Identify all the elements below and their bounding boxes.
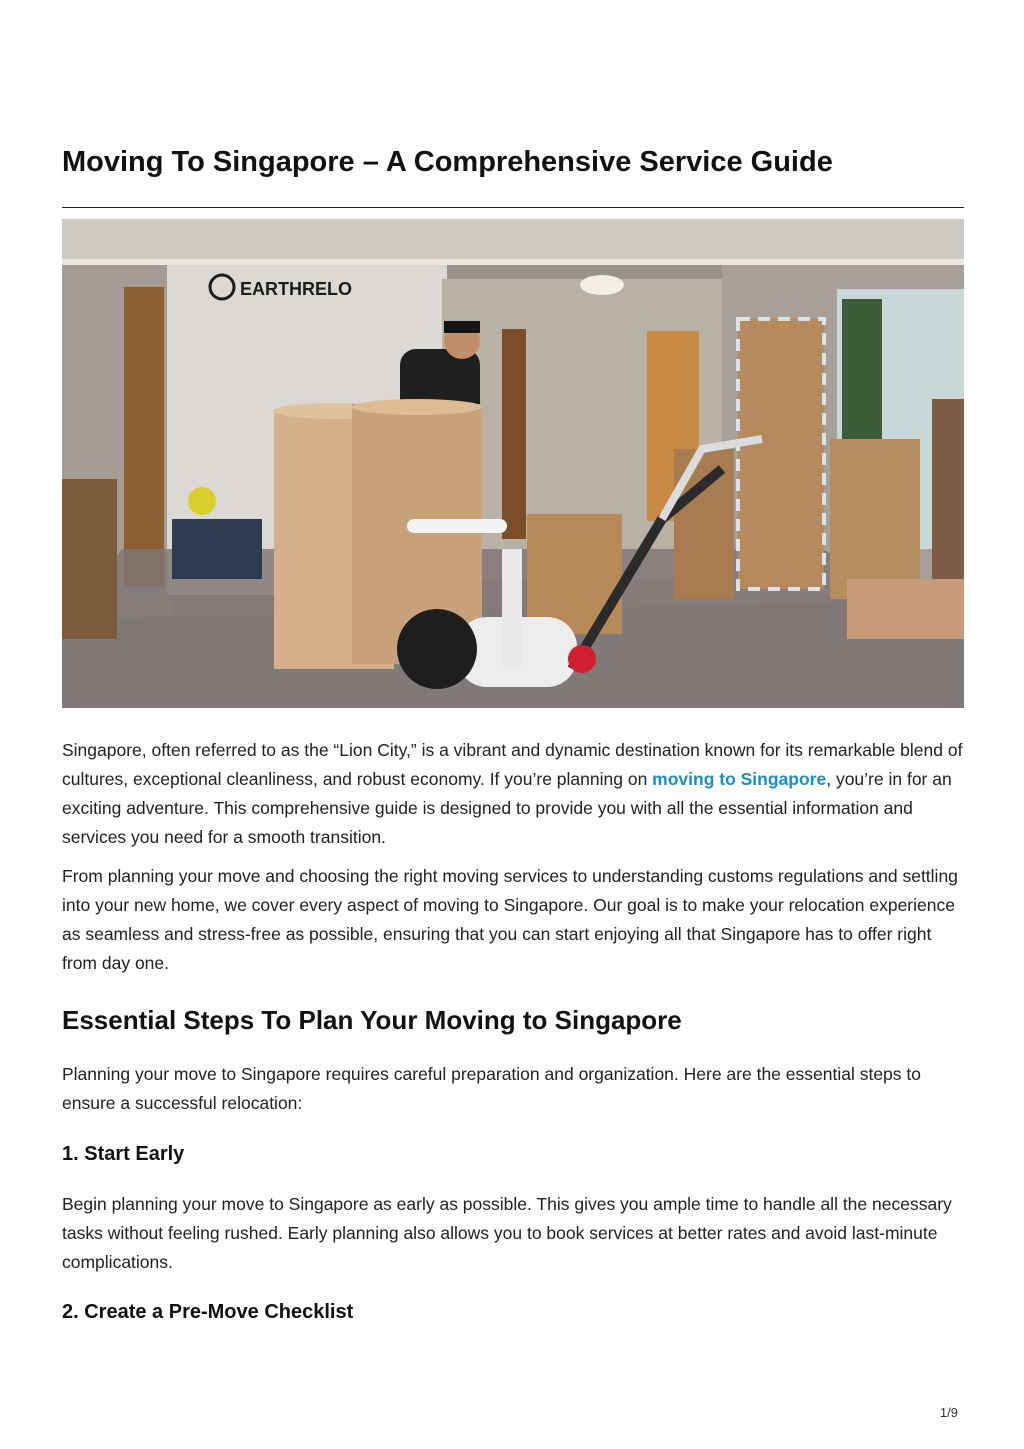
hero-image	[62, 219, 964, 708]
page-number: 1/9	[939, 1405, 958, 1420]
step-1-heading: 1. Start Early	[62, 1143, 185, 1165]
step-2-heading: 2. Create a Pre-Move Checklist	[62, 1301, 354, 1323]
moving-scene-illustration	[62, 219, 964, 708]
intro-paragraph-2: From planning your move and choosing the right moving services to understanding customs regulations and settling into your new home, we cover every aspect of moving to Singapore. Our goal is to make your relocation experience as seamless and stress-free as possible, ensuring that you can start enjoying all that Singapore has to offer right from day one.	[62, 866, 958, 973]
page-title: Moving To Singapore – A Comprehensive Service Guide	[62, 146, 833, 178]
title-divider	[62, 207, 964, 208]
moving-to-singapore-link[interactable]: moving to Singapore	[652, 769, 827, 789]
step-1-body: Begin planning your move to Singapore as early as possible. This gives you ample time to handle all the necessary tasks without feeling rushed. Early planning also allows you to book services at better rates and avoid last-minute complications.	[62, 1194, 952, 1272]
earthrelo-logo-text: EARTHRELO	[240, 279, 352, 299]
section-heading: Essential Steps To Plan Your Moving to Singapore	[62, 1005, 682, 1035]
intro-paragraph-1	[62, 736, 964, 852]
intro-p1-text-after: , you’re in for an exciting adventure. This comprehensive guide is designed to provide you with all the essential information and services you need for a smooth transition.	[62, 769, 952, 847]
section-intro: Planning your move to Singapore requires careful preparation and organization. Here are the essential steps to ensure a successful relocation:	[62, 1064, 921, 1113]
intro-p1-text-before: Singapore, often referred to as the “Lion City,” is a vibrant and dynamic destination known for its remarkable blend of cultures, exceptional cleanliness, and robust economy. If you’re planning on	[62, 740, 963, 789]
